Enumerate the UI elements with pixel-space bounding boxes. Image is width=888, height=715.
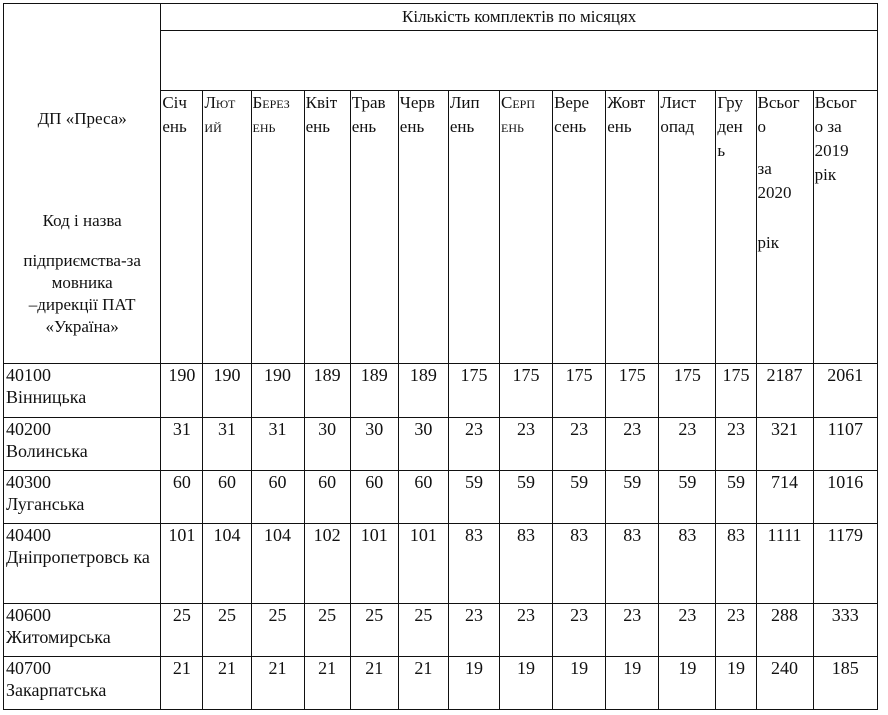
month-header-10 [606, 91, 659, 364]
month-label-part: сень [554, 117, 587, 136]
month-label-part: ень [252, 117, 276, 136]
month-value-cell: 23 [659, 604, 716, 657]
enterprise-code: 40700 [6, 658, 51, 678]
month-value-cell: 83 [553, 524, 606, 604]
header-empty-row [161, 31, 878, 91]
month-label-part: Лист [660, 93, 696, 112]
month-value-cell: 30 [304, 418, 350, 471]
month-label-part: Січ [162, 93, 187, 112]
month-value-cell: 25 [203, 604, 251, 657]
month-value-cell: 175 [499, 364, 552, 418]
month-value-cell: 59 [448, 471, 499, 524]
table-body [4, 364, 878, 710]
month-value-cell: 101 [161, 524, 203, 604]
row-enterprise-cell [4, 604, 161, 657]
table-row [4, 657, 878, 710]
table-row [4, 524, 878, 604]
month-value-cell: 23 [553, 418, 606, 471]
month-header-1 [161, 91, 203, 364]
month-value-cell: 23 [553, 604, 606, 657]
month-header-4 [304, 91, 350, 364]
total-2019-cell: 1179 [813, 524, 877, 604]
month-value-cell: 175 [448, 364, 499, 418]
month-value-cell: 104 [203, 524, 251, 604]
total-2019-label-part: 2019 [814, 141, 849, 160]
total-2020-label-part: рік [757, 233, 779, 252]
month-value-cell: 189 [304, 364, 350, 418]
month-value-cell: 175 [606, 364, 659, 418]
enterprise-code: 40400 [6, 525, 51, 545]
month-value-cell: 21 [350, 657, 398, 710]
enterprise-name: Закарпатська [6, 680, 107, 700]
total-2019-cell: 1107 [813, 418, 877, 471]
month-value-cell: 59 [606, 471, 659, 524]
month-value-cell: 21 [398, 657, 448, 710]
month-value-cell: 175 [553, 364, 606, 418]
header-left-text [5, 4, 159, 338]
month-value-cell: 23 [448, 418, 499, 471]
month-label-part: Трав [351, 93, 386, 112]
month-label-part: Лют [204, 93, 236, 112]
month-label-part: Лип [449, 93, 480, 112]
total-2020-label-part: за [757, 159, 772, 178]
total-2020-cell: 2187 [756, 364, 813, 418]
enterprise-name: Дніпропетровсь ка [6, 547, 150, 567]
month-value-cell: 59 [716, 471, 756, 524]
month-value-cell: 190 [203, 364, 251, 418]
header-left-line: підприємства-за [23, 251, 141, 270]
total-2020-cell: 240 [756, 657, 813, 710]
month-value-cell: 83 [606, 524, 659, 604]
month-value-cell: 60 [350, 471, 398, 524]
month-label-part: Вере [554, 93, 590, 112]
month-value-cell: 21 [251, 657, 304, 710]
month-label-part: Жовт [607, 93, 646, 112]
month-value-cell: 60 [161, 471, 203, 524]
row-enterprise-cell [4, 418, 161, 471]
header-left-line: –дирекції ПАТ [28, 295, 136, 314]
total-2020-label-part: о [757, 117, 766, 136]
month-value-cell: 104 [251, 524, 304, 604]
month-value-cell: 23 [716, 418, 756, 471]
month-header-7 [448, 91, 499, 364]
row-enterprise-cell [4, 657, 161, 710]
month-value-cell: 19 [716, 657, 756, 710]
total-2019-cell: 1016 [813, 471, 877, 524]
header-left-line: мовника [51, 273, 113, 292]
total-2019-label-part: о за [814, 117, 842, 136]
month-value-cell: 25 [398, 604, 448, 657]
month-value-cell: 102 [304, 524, 350, 604]
month-value-cell: 60 [251, 471, 304, 524]
month-value-cell: 175 [716, 364, 756, 418]
month-label-part: Квіт [305, 93, 338, 112]
month-label-part: Берез [252, 93, 290, 112]
month-value-cell: 30 [398, 418, 448, 471]
row-enterprise-cell [4, 524, 161, 604]
enterprise-name: Луганська [6, 494, 85, 514]
header-left-line: ДП «Преса» [37, 109, 127, 128]
month-value-cell: 189 [350, 364, 398, 418]
month-header-3 [251, 91, 304, 364]
month-value-cell: 83 [448, 524, 499, 604]
enterprise-name: Волинська [6, 441, 88, 461]
month-label-part: ень [607, 117, 632, 136]
month-value-cell: 31 [161, 418, 203, 471]
header-left-line: Код і назва [42, 211, 122, 230]
month-value-cell: 190 [251, 364, 304, 418]
month-value-cell: 19 [606, 657, 659, 710]
header-left-line: «Україна» [45, 317, 119, 336]
month-value-cell: 19 [553, 657, 606, 710]
total-2019-header [813, 91, 877, 364]
month-value-cell: 21 [203, 657, 251, 710]
total-2020-cell: 714 [756, 471, 813, 524]
month-label-part: ден [717, 117, 743, 136]
month-value-cell: 101 [398, 524, 448, 604]
month-label-part: ень [162, 117, 187, 136]
enterprise-name: Житомирська [6, 627, 111, 647]
month-value-cell: 60 [398, 471, 448, 524]
total-2020-header [756, 91, 813, 364]
total-2019-label-part: рік [814, 165, 837, 184]
month-value-cell: 60 [304, 471, 350, 524]
total-2019-cell: 333 [813, 604, 877, 657]
month-header-6 [398, 91, 448, 364]
month-value-cell: 25 [304, 604, 350, 657]
month-label-part: Гру [717, 93, 743, 112]
month-value-cell: 30 [350, 418, 398, 471]
enterprise-name: Вінницька [6, 387, 87, 407]
month-value-cell: 83 [716, 524, 756, 604]
month-label-part: ень [500, 117, 524, 136]
month-label-part: ень [399, 117, 425, 136]
month-value-cell: 60 [203, 471, 251, 524]
month-value-cell: 189 [398, 364, 448, 418]
total-2019-cell: 2061 [813, 364, 877, 418]
row-enterprise-cell [4, 364, 161, 418]
statistics-table [3, 3, 878, 710]
month-value-cell: 31 [251, 418, 304, 471]
month-value-cell: 23 [499, 604, 552, 657]
total-2020-cell: 321 [756, 418, 813, 471]
header-group-title: Кількість комплектів по місяцях [161, 4, 878, 31]
month-value-cell: 83 [659, 524, 716, 604]
month-value-cell: 23 [659, 418, 716, 471]
month-value-cell: 21 [161, 657, 203, 710]
month-value-cell: 190 [161, 364, 203, 418]
total-2019-cell: 185 [813, 657, 877, 710]
month-value-cell: 101 [350, 524, 398, 604]
month-header-12 [716, 91, 756, 364]
enterprise-code: 40600 [6, 605, 51, 625]
month-label-part: Серп [500, 93, 535, 112]
month-label-part: Черв [399, 93, 435, 112]
month-label-part: ень [351, 117, 377, 136]
month-value-cell: 19 [448, 657, 499, 710]
month-value-cell: 23 [606, 418, 659, 471]
month-value-cell: 31 [203, 418, 251, 471]
total-2019-label-part: Всьог [814, 93, 857, 112]
enterprise-code: 40300 [6, 472, 51, 492]
month-value-cell: 175 [659, 364, 716, 418]
month-value-cell: 25 [161, 604, 203, 657]
total-2020-label-part: 2020 [757, 183, 792, 202]
row-enterprise-cell [4, 471, 161, 524]
month-label-part: ий [204, 117, 222, 136]
month-value-cell: 59 [553, 471, 606, 524]
header-left-cell [4, 4, 161, 364]
table-row [4, 364, 878, 418]
month-label-part: ь [717, 141, 726, 160]
month-header-5 [350, 91, 398, 364]
table-row [4, 418, 878, 471]
month-value-cell: 19 [659, 657, 716, 710]
month-value-cell: 25 [251, 604, 304, 657]
month-value-cell: 83 [499, 524, 552, 604]
enterprise-code: 40100 [6, 365, 51, 385]
month-value-cell: 23 [606, 604, 659, 657]
month-header-2 [203, 91, 251, 364]
month-value-cell: 19 [499, 657, 552, 710]
total-2020-cell: 288 [756, 604, 813, 657]
enterprise-code: 40200 [6, 419, 51, 439]
month-header-9 [553, 91, 606, 364]
month-label-part: ень [449, 117, 475, 136]
month-value-cell: 21 [304, 657, 350, 710]
month-value-cell: 25 [350, 604, 398, 657]
month-label-part: опад [660, 117, 695, 136]
total-2020-cell: 1111 [756, 524, 813, 604]
month-value-cell: 23 [499, 418, 552, 471]
month-value-cell: 23 [716, 604, 756, 657]
month-header-11 [659, 91, 716, 364]
month-value-cell: 23 [448, 604, 499, 657]
table-row [4, 604, 878, 657]
total-2020-label-part: Всьог [757, 93, 800, 112]
table-row [4, 471, 878, 524]
month-value-cell: 59 [659, 471, 716, 524]
month-header-8 [499, 91, 552, 364]
month-value-cell: 59 [499, 471, 552, 524]
month-label-part: ень [305, 117, 331, 136]
